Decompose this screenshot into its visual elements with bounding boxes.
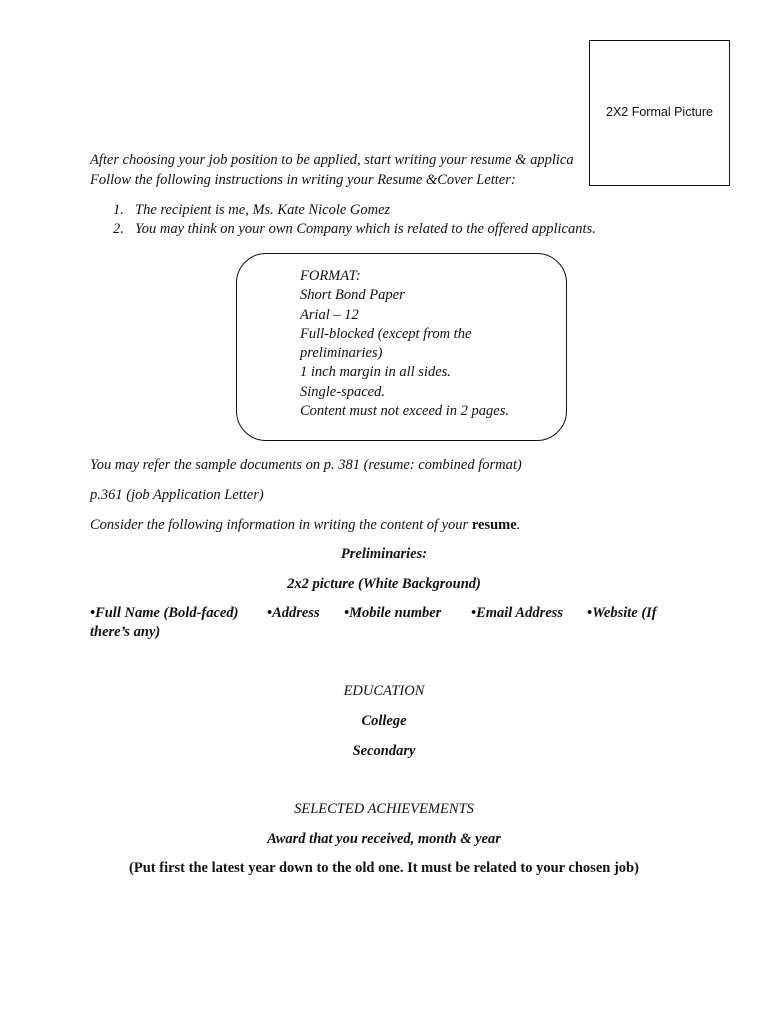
instruction-text: The recipient is me, Ms. Kate Nicole Gomez [135,202,391,218]
format-line: Content must not exceed in 2 pages. [300,403,509,420]
achievements-line: Award that you received, month & year [267,831,501,847]
consider-end: . [516,517,521,533]
intro-line-2: Follow the following instructions in writing your Resume &Cover Letter: [90,172,516,188]
instruction-item [113,220,596,239]
photo-placeholder-box [589,40,730,186]
preliminaries-item: •Full Name (Bold-faced) [90,605,239,621]
instruction-number: 2. [113,221,124,237]
format-line: Full-blocked (except from the [300,325,472,342]
format-line: Single-spaced. [300,383,385,400]
education-heading: EDUCATION [343,683,425,699]
consider-line [90,516,520,535]
preliminaries-item: •Email Address [471,605,563,621]
preliminaries-item: •Address [267,605,320,621]
preliminaries-heading: Preliminaries: [340,546,428,562]
instruction-text: You may think on your own Company which is related to the offered applicants. [135,221,596,237]
instruction-item [113,201,390,220]
consider-bold-word: resume [471,517,517,533]
photo-placeholder-label: 2X2 Formal Picture [606,105,713,119]
format-box-content [300,267,550,421]
format-line: preliminaries) [300,345,383,362]
preliminaries-item: •Mobile number [344,605,442,621]
reference-line-letter: p.361 (job Application Letter) [90,487,264,503]
preliminaries-picture: 2x2 picture (White Background) [287,576,481,592]
achievements-heading: SELECTED ACHIEVEMENTS [294,801,474,817]
education-item: College [361,713,407,729]
preliminaries-continuation: there’s any) [90,624,161,640]
consider-text: Consider the following information in writing the content of your [90,517,472,533]
format-heading: FORMAT: [300,268,361,284]
education-item: Secondary [352,743,416,759]
reference-line-resume: You may refer the sample documents on p. 381 (resume: combined format) [90,457,522,473]
format-line: Short Bond Paper [300,287,405,304]
format-line: Arial – 12 [300,306,359,323]
instruction-number: 1. [113,202,124,218]
preliminaries-item: •Website (If [587,605,657,621]
format-line: 1 inch margin in all sides. [300,364,451,381]
intro-line-1: After choosing your job position to be applied, start writing your resume & applica [90,152,574,168]
achievements-note: (Put first the latest year down to the old one. It must be related to your chosen job) [129,860,639,876]
